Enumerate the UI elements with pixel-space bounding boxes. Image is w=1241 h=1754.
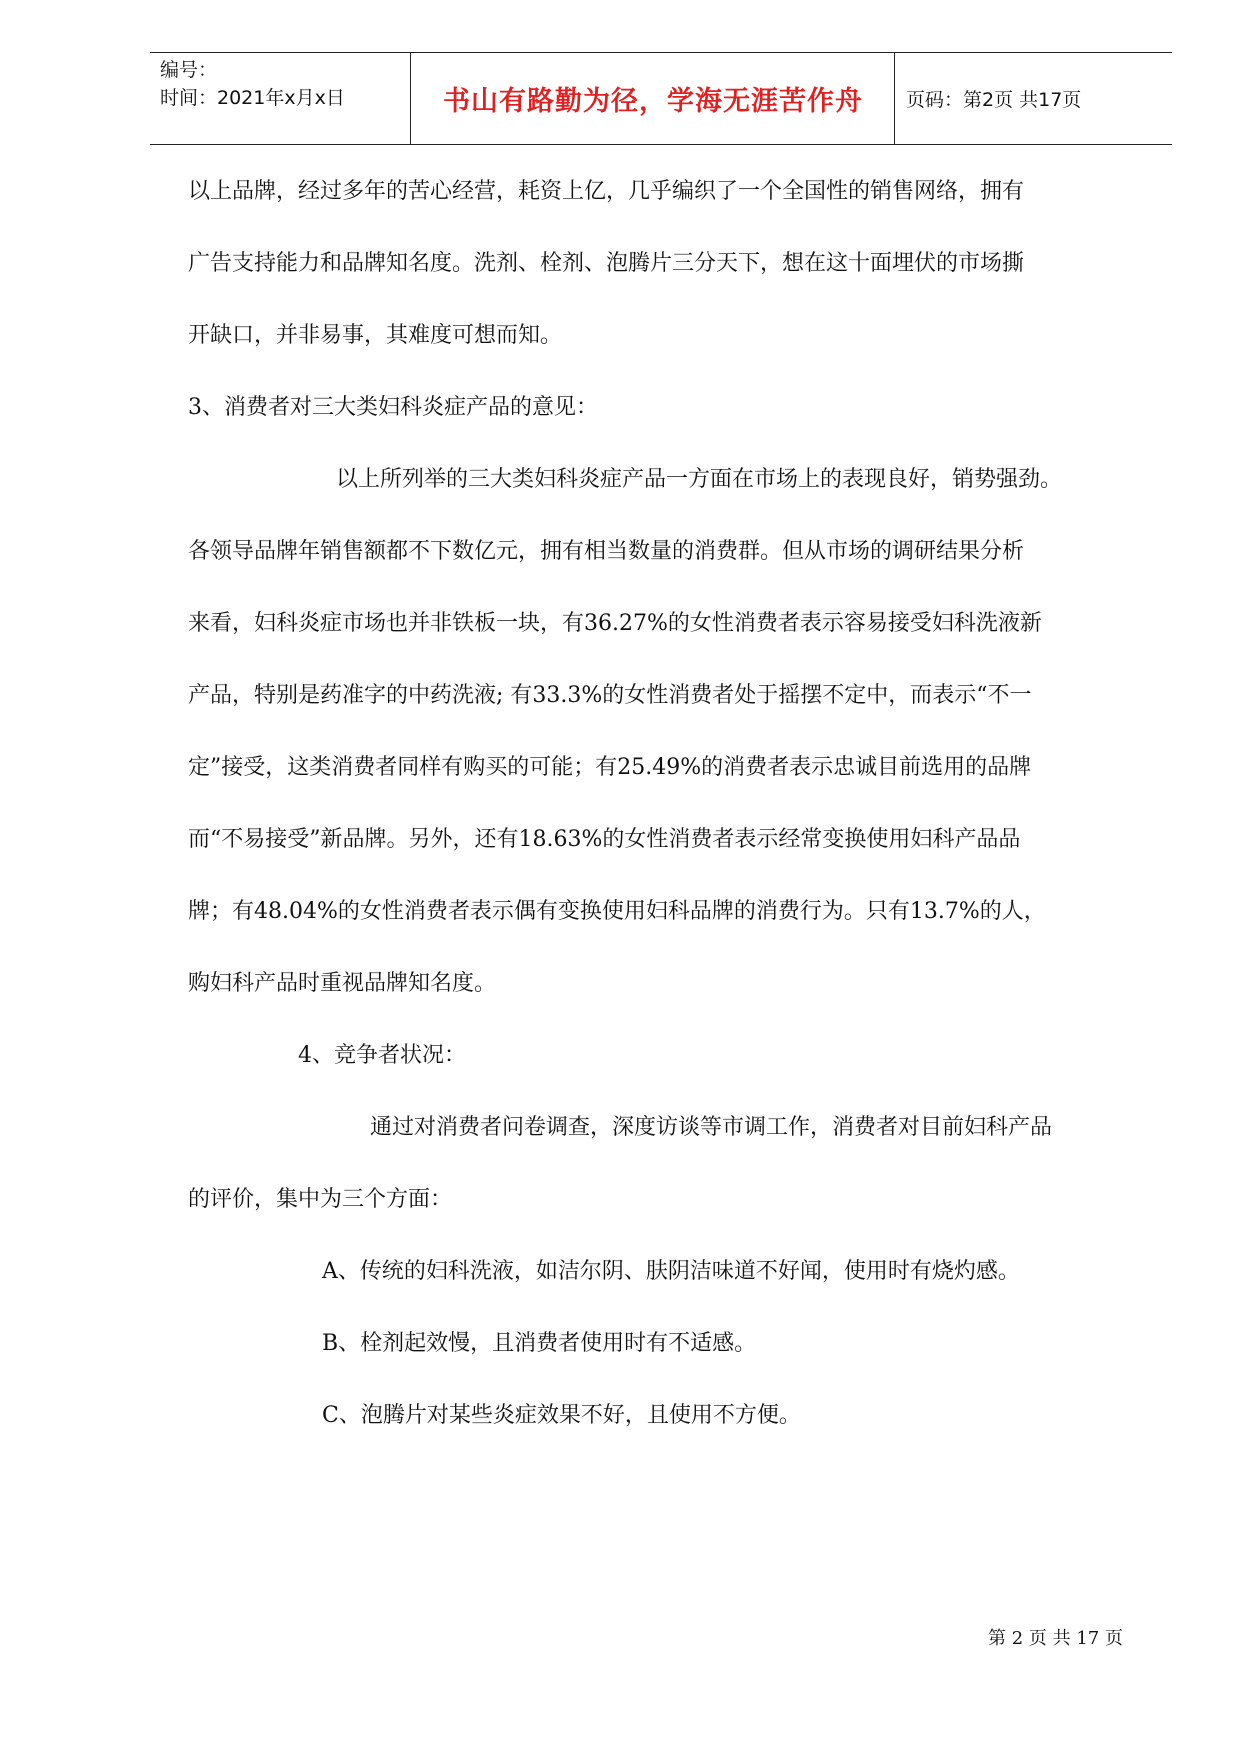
header-divider-left <box>410 52 411 144</box>
page-footer: 第 2 页 共 17 页 <box>988 1628 1123 1649</box>
body-line: 广告支持能力和品牌知名度。洗剂、栓剂、泡腾片三分天下，想在这十面埋伏的市场撕 <box>188 251 1025 276</box>
body-line: 而“不易接受”新品牌。另外，还有18.63%的女性消费者表示经常变换使用妇科产品品 <box>188 827 1021 852</box>
body-line: 以上所列举的三大类妇科炎症产品一方面在市场上的表现良好，销势强劲。 <box>336 467 1063 492</box>
section-heading-4: 4、竞争者状况： <box>298 1043 466 1068</box>
body-line: 定”接受，这类消费者同样有购买的可能；有25.49%的消费者表示忠诚目前选用的品牌 <box>188 755 1032 780</box>
header-motto: 书山有路勤为径，学海无涯苦作舟 <box>443 85 863 117</box>
section-heading-3: 3、消费者对三大类妇科炎症产品的意见： <box>188 395 598 420</box>
list-item-b: B、栓剂起效慢，且消费者使用时有不适感。 <box>322 1331 757 1356</box>
body-line: 通过对消费者问卷调查，深度访谈等市调工作，消费者对目前妇科产品 <box>370 1115 1053 1140</box>
body-line: 各领导品牌年销售额都不下数亿元，拥有相当数量的消费群。但从市场的调研结果分析 <box>188 539 1025 564</box>
body-line: 的评价，集中为三个方面： <box>188 1187 453 1212</box>
header-page-info: 页码：第2页 共17页 <box>906 88 1082 111</box>
document-number-label: 编号： <box>160 59 218 81</box>
body-line: 牌；有48.04%的女性消费者表示偶有变换使用妇科品牌的消费行为。只有13.7%的人， <box>188 899 1046 924</box>
header-bottom-rule <box>150 144 1172 145</box>
body-line: 以上品牌，经过多年的苦心经营，耗资上亿，几乎编织了一个全国性的销售网络，拥有 <box>188 179 1025 204</box>
body-line: 来看，妇科炎症市场也并非铁板一块，有36.27%的女性消费者表示容易接受妇科洗液新 <box>188 611 1042 636</box>
document-date: 时间：2021年x月x日 <box>160 87 345 109</box>
list-item-c: C、泡腾片对某些炎症效果不好，且使用不方便。 <box>322 1403 801 1428</box>
body-line: 开缺口，并非易事，其难度可想而知。 <box>188 323 563 348</box>
body-line: 产品，特别是药准字的中药洗液; 有33.3%的女性消费者处于摇摆不定中，而表示“不一 <box>188 683 1032 708</box>
header-meta <box>160 56 405 112</box>
page-header <box>150 52 1172 144</box>
header-divider-right <box>894 52 895 144</box>
body-line: 购妇科产品时重视品牌知名度。 <box>188 971 497 996</box>
list-item-a: A、传统的妇科洗液，如洁尔阴、肤阴洁味道不好闻，使用时有烧灼感。 <box>322 1259 1020 1284</box>
